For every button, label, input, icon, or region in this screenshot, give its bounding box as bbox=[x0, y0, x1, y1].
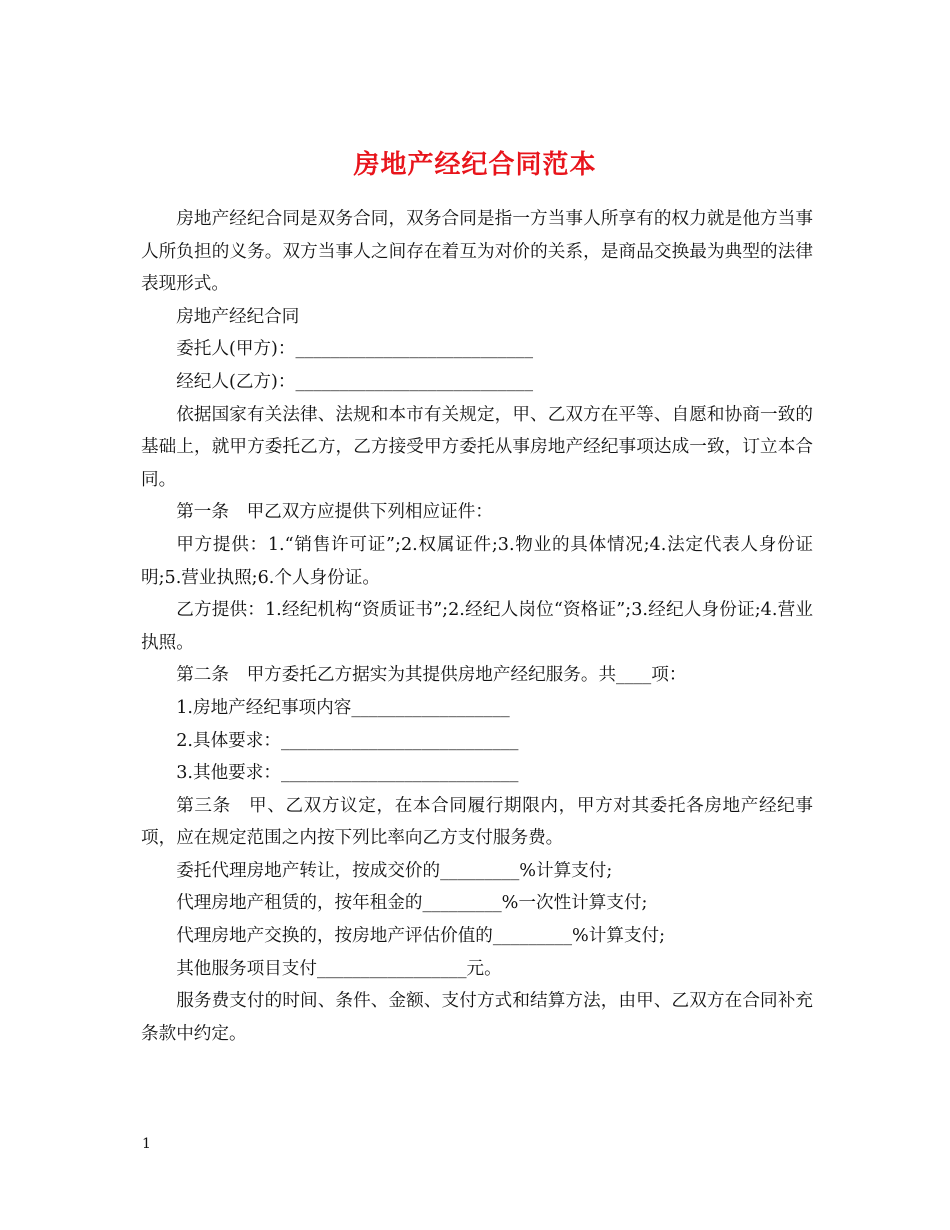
article-two-heading: 第二条 甲方委托乙方据实为其提供房地产经纪服务。共____项： bbox=[176, 665, 687, 686]
service-item-2: 2.具体要求：___________________________ bbox=[176, 730, 519, 751]
party-b-documents: 乙方提供：1.经纪机构“资质证书”;2.经纪人岗位“资格证”;3.经纪人身份证;4.营业执照。 bbox=[141, 600, 813, 653]
fee-transfer-line: 委托代理房地产转让，按成交价的_________%计算支付; bbox=[176, 860, 613, 881]
payment-terms-paragraph: 服务费支付的时间、条件、金额、支付方式和结算方法，由甲、乙双方在合同补充条款中约定。 bbox=[141, 991, 813, 1044]
service-item-1: 1.房地产经纪事项内容__________________ bbox=[176, 697, 510, 718]
fee-exchange-line: 代理房地产交换的，按房地产评估价值的_________%计算支付; bbox=[176, 926, 666, 947]
agent-party-line: 经纪人(乙方)：___________________________ bbox=[176, 371, 533, 392]
article-one-heading: 第一条 甲乙双方应提供下列相应证件： bbox=[176, 502, 493, 523]
document-body bbox=[141, 203, 813, 1050]
document-title: 房地产经纪合同范本 bbox=[353, 150, 597, 181]
intro-paragraph: 房地产经纪合同是双务合同，双务合同是指一方当事人所享有的权力就是他方当事人所负担的义务。双方当事人之间存在着互为对价的关系，是商品交换最为典型的法律表现形式。 bbox=[141, 209, 813, 295]
contract-heading: 房地产经纪合同 bbox=[176, 306, 300, 327]
page-number: 1 bbox=[142, 1136, 151, 1152]
preamble-paragraph: 依据国家有关法律、法规和本市有关规定，甲、乙双方在平等、自愿和协商一致的基础上，就甲方委托乙方，乙方接受甲方委托从事房地产经纪事项达成一致，订立本合同。 bbox=[141, 404, 813, 490]
fee-lease-line: 代理房地产租赁的，按年租金的_________%一次性计算支付; bbox=[176, 893, 648, 914]
party-a-documents: 甲方提供：1.“销售许可证”;2.权属证件;3.物业的具体情况;4.法定代表人身份证明;5.营业执照;6.个人身份证。 bbox=[141, 534, 813, 588]
article-three-paragraph: 第三条 甲、乙双方议定，在本合同履行期限内，甲方对其委托各房地产经纪事项，应在规定范围之内按下列比率向乙方支付服务费。 bbox=[141, 795, 813, 849]
service-item-3: 3.其他要求：___________________________ bbox=[176, 763, 519, 784]
client-party-line: 委托人(甲方)：___________________________ bbox=[176, 339, 533, 360]
fee-other-line: 其他服务项目支付_________________元。 bbox=[176, 958, 502, 979]
